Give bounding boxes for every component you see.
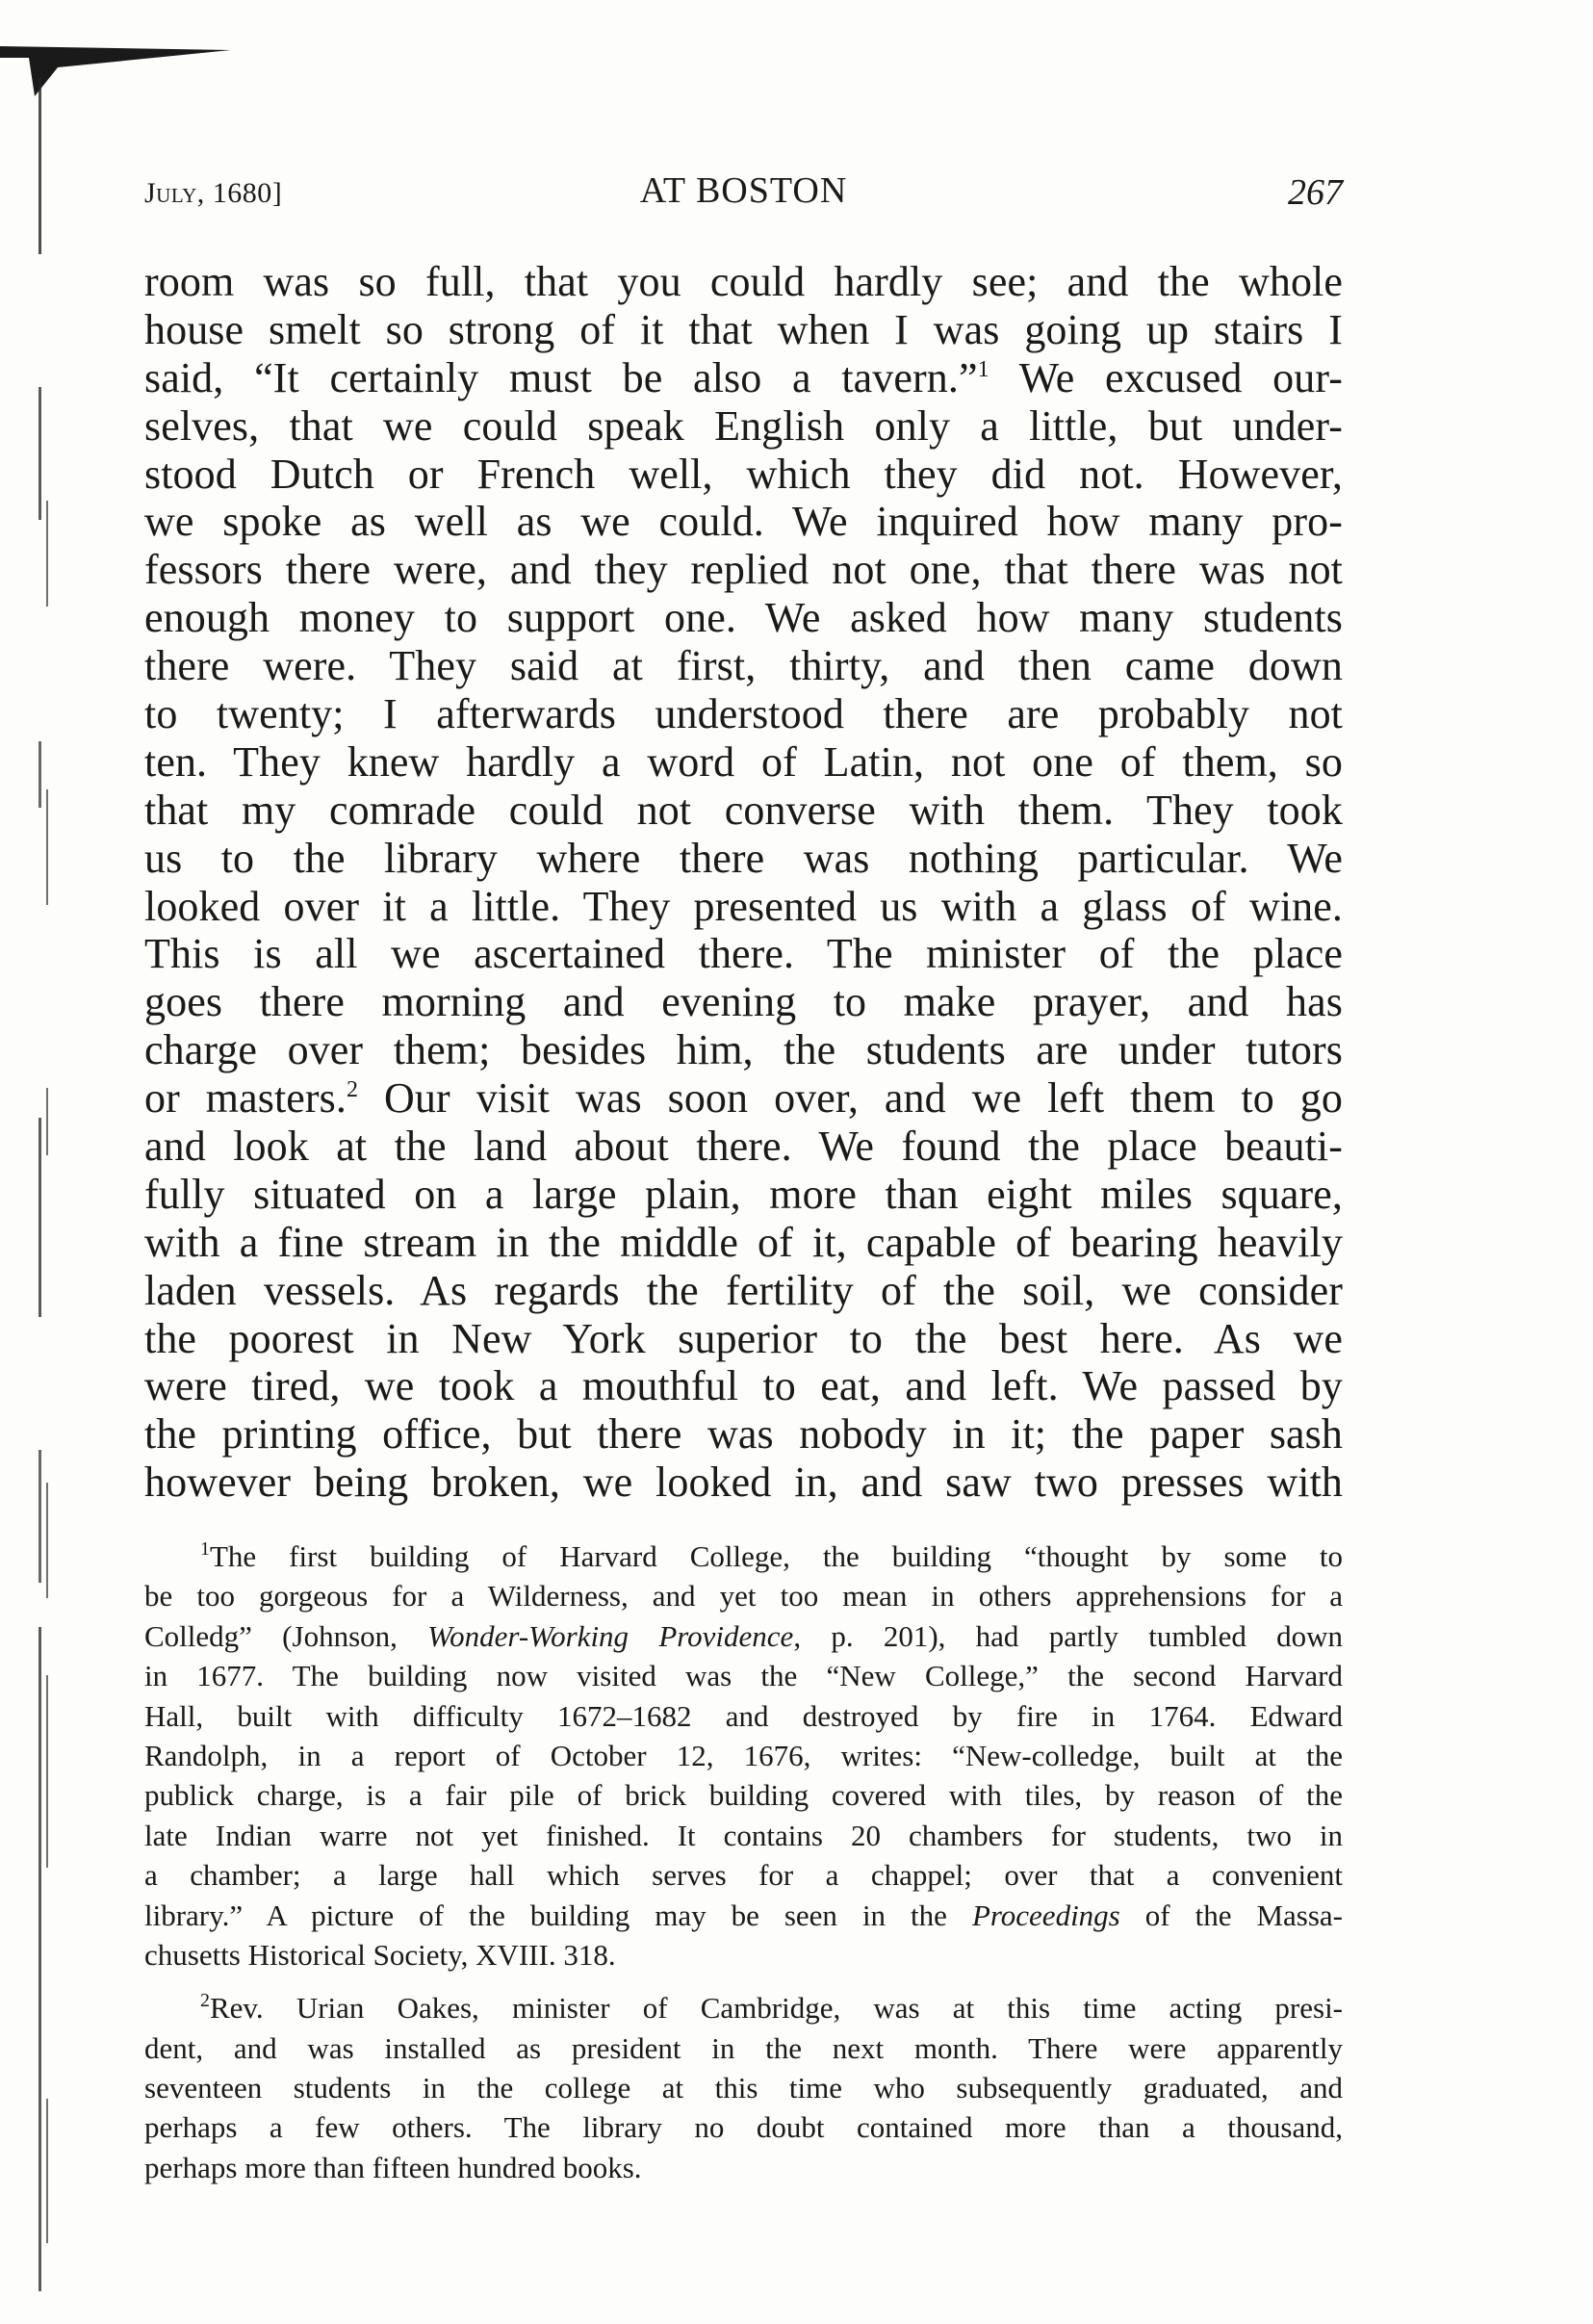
text-line: fully situated on a large plain, more than eight miles square, bbox=[144, 1170, 1343, 1218]
footnote-number: 2 bbox=[200, 1990, 210, 2012]
page-number: 267 bbox=[1288, 172, 1343, 213]
text-line: This is all we ascertained there. The minister of the place bbox=[144, 930, 1343, 978]
scan-margin-mark bbox=[46, 2099, 48, 2243]
scan-margin-mark bbox=[46, 1483, 48, 1598]
text-segment: said, “It certainly must be also a tavern.” bbox=[144, 353, 978, 401]
text-segment: of the Massa- bbox=[1119, 1898, 1343, 1932]
italic-title: Proceedings bbox=[971, 1898, 1120, 1932]
text-line: laden vessels. As regards the fertility of the soil, we consider bbox=[144, 1266, 1343, 1314]
footnote-1-line: Hall, built with difficulty 1672–1682 and destroyed by fire in 1764. Edward bbox=[144, 1698, 1343, 1733]
text-segment: library.” A picture of the building may be seen in the bbox=[144, 1898, 972, 1932]
footnote-1-line bbox=[144, 1616, 1343, 1656]
text-line: enough money to support one. We asked how many students bbox=[144, 594, 1343, 642]
text-segment: Our visit was soon over, and we left them to go bbox=[358, 1074, 1343, 1123]
running-head bbox=[144, 164, 1343, 221]
footnote-1-line: chusetts Historical Society, XVIII. 318. bbox=[144, 1937, 616, 1972]
footnote-2-line: perhaps more than fifteen hundred books. bbox=[144, 2150, 642, 2184]
text-line: ten. They knew hardly a word of Latin, not one of them, so bbox=[144, 737, 1343, 786]
text-segment: The first building of Harvard College, the building “thought by some to bbox=[210, 1539, 1343, 1573]
text-line bbox=[144, 354, 1343, 402]
main-text bbox=[144, 258, 1343, 1507]
text-line: stood Dutch or French well, which they did not. However, bbox=[144, 450, 1343, 498]
footnote-2-line bbox=[144, 1988, 1343, 2027]
footnote-2-line: seventeen students in the college at this time who subsequently graduated, and bbox=[144, 2071, 1343, 2105]
text-line: the printing office, but there was nobody in it; the paper sash bbox=[144, 1410, 1343, 1459]
text-line: goes there morning and evening to make prayer, and has bbox=[144, 978, 1343, 1026]
footnote-gap bbox=[144, 1975, 1343, 1988]
text-line: were tired, we took a mouthful to eat, and left. We passed by bbox=[144, 1362, 1343, 1410]
scan-edge-line bbox=[39, 77, 41, 2291]
footnote-1-line: be too gorgeous for a Wilderness, and yet too mean in others apprehensions for a bbox=[144, 1579, 1343, 1614]
text-segment: Colledg” (Johnson, bbox=[144, 1618, 428, 1653]
footnote-1-line: Randolph, in a report of October 12, 1676, writes: “New-colledge, built at the bbox=[144, 1738, 1343, 1772]
scan-margin-mark bbox=[46, 501, 48, 607]
text-line: with a fine stream in the middle of it, capable of bearing heavily bbox=[144, 1218, 1343, 1266]
text-line: to twenty; I afterwards understood there are probably not bbox=[144, 690, 1343, 738]
text-line: that my comrade could not converse with them. They took bbox=[144, 786, 1343, 834]
text-line: there were. They said at first, thirty, and then came down bbox=[144, 642, 1343, 690]
footnote-2-line: perhaps a few others. The library no doubt contained more than a thousand, bbox=[144, 2110, 1343, 2145]
text-segment: We excused our- bbox=[989, 353, 1343, 401]
footnote-ref: 1 bbox=[977, 356, 989, 382]
text-line: charge over them; besides him, the students are under tutors bbox=[144, 1026, 1343, 1074]
footnote-1-line bbox=[144, 1536, 1343, 1576]
text-line: selves, that we could speak English only a little, but under- bbox=[144, 401, 1343, 450]
text-line: the poorest in New York superior to the best here. As we bbox=[144, 1314, 1343, 1362]
text-line: fessors there were, and they replied not one, that there was not bbox=[144, 546, 1343, 594]
footnote-1-line: late Indian warre not yet finished. It contains 20 chambers for students, two in bbox=[144, 1818, 1343, 1852]
text-line: us to the library where there was nothing particular. We bbox=[144, 834, 1343, 882]
footnotes bbox=[144, 1536, 1343, 2187]
text-segment: or masters. bbox=[144, 1074, 347, 1123]
italic-title: Wonder-Working Providence bbox=[427, 1618, 794, 1653]
scan-margin-mark bbox=[46, 789, 48, 905]
text-segment: Rev. Urian Oakes, minister of Cambridge, was at this time acting presi- bbox=[210, 1991, 1343, 2026]
text-line: room was so full, that you could hardly see; and the whole bbox=[144, 258, 1343, 305]
footnote-1-line: in 1677. The building now visited was the “New College,” the second Harvard bbox=[144, 1659, 1343, 1693]
scan-corner-mark bbox=[0, 39, 231, 96]
text-line: however being broken, we looked in, and saw two presses with bbox=[144, 1459, 1343, 1507]
text-line: looked over it a little. They presented us with a glass of wine. bbox=[144, 882, 1343, 930]
footnote-1-line bbox=[144, 1896, 1343, 1935]
running-head-title: AT BOSTON bbox=[639, 170, 848, 211]
footnote-number: 1 bbox=[200, 1538, 210, 1560]
text-line: we spoke as well as we could. We inquired how many pro- bbox=[144, 498, 1343, 546]
scan-margin-mark bbox=[46, 1088, 48, 1155]
text-line: house smelt so strong of it that when I was going up stairs I bbox=[144, 305, 1343, 353]
footnote-1-line: publick charge, is a fair pile of brick building covered with tiles, by reason of the bbox=[144, 1778, 1343, 1813]
running-head-date: July, 1680] bbox=[144, 177, 283, 209]
text-segment: , p. 201), had partly tumbled down bbox=[793, 1618, 1343, 1653]
footnote-ref: 2 bbox=[347, 1077, 359, 1103]
scan-margin-mark bbox=[46, 1675, 48, 1868]
text-line: and look at the land about there. We found the place beauti- bbox=[144, 1123, 1343, 1171]
text-line bbox=[144, 1074, 1343, 1123]
footnote-1-line: a chamber; a large hall which serves for a chappel; over that a convenient bbox=[144, 1858, 1343, 1893]
footnote-2-line: dent, and was installed as president in the next month. There were apparently bbox=[144, 2030, 1343, 2065]
